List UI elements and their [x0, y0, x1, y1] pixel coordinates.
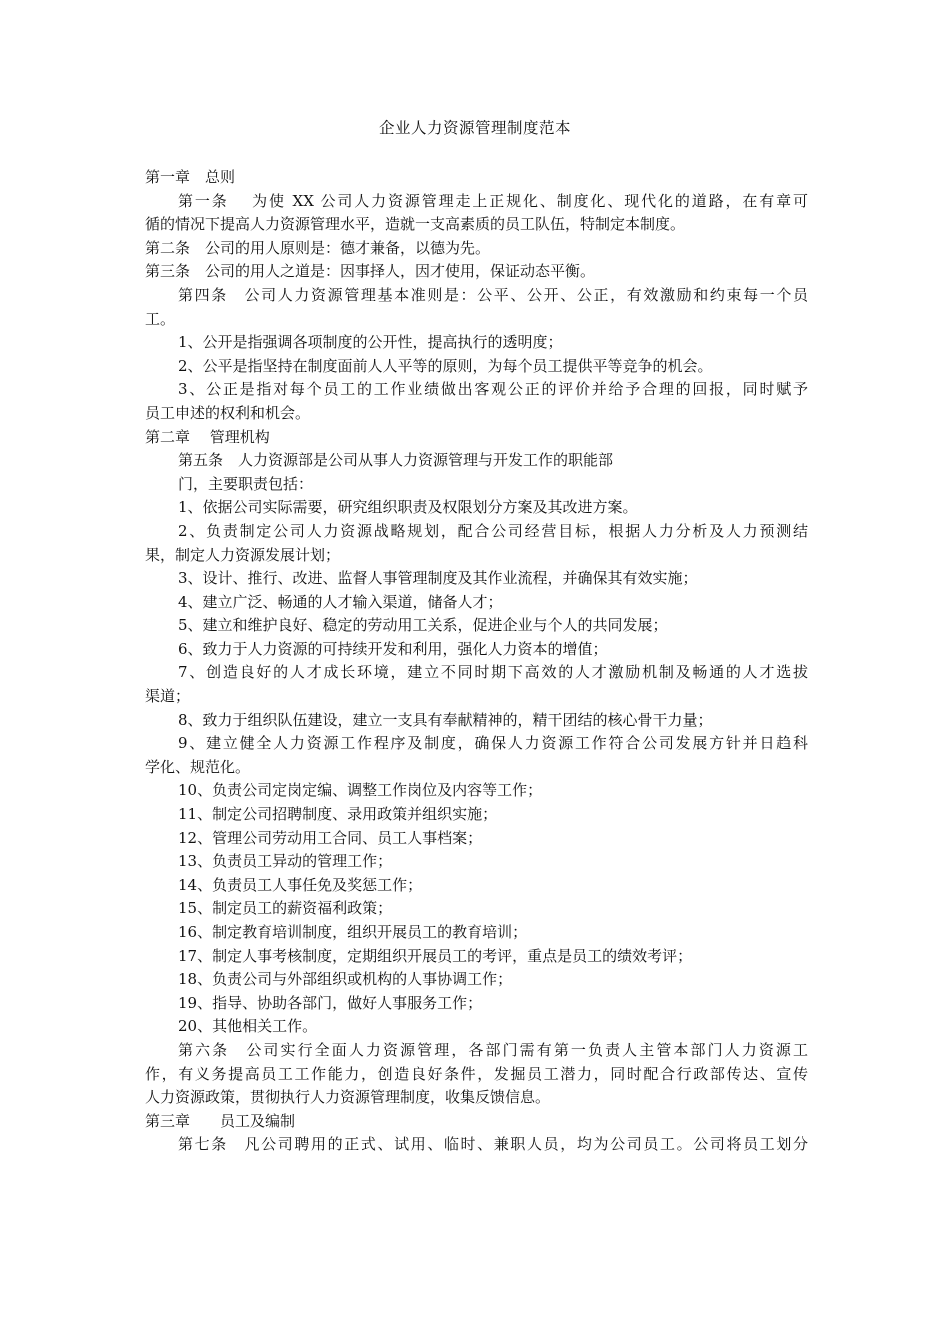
text-line: 学化、规范化。	[145, 757, 251, 776]
text-line: 第五条 人力资源部是公司从事人力资源管理与开发工作的职能部	[178, 451, 614, 470]
text-line: 工。	[145, 309, 176, 328]
text-line: 12、管理公司劳动用工合同、员工人事档案；	[178, 828, 483, 847]
text-line: 18、负责公司与外部组织或机构的人事协调工作；	[178, 970, 513, 989]
text-line: 13、负责员工异动的管理工作；	[178, 852, 393, 871]
document-title: 企业人力资源管理制度范本	[378, 119, 571, 137]
document-body	[145, 166, 808, 1157]
text-line: 3、设计、推行、改进、监督人事管理制度及其作业流程，并确保其有效实施；	[178, 569, 698, 588]
text-line: 2、负责制定公司人力资源战略规划，配合公司经营目标，根据人力分析及人力预测结	[178, 521, 808, 540]
text-line: 10、负责公司定岗定编、调整工作岗位及内容等工作；	[178, 781, 543, 800]
text-line: 第四条 公司人力资源管理基本准则是：公平、公开、公正，有效激励和约束每一个员	[178, 285, 808, 304]
text-line: 7、创造良好的人才成长环境，建立不同时期下高效的人才激励机制及畅通的人才选拔	[178, 663, 808, 682]
text-line: 第二章 管理机构	[145, 427, 270, 446]
text-line: 第三条 公司的用人之道是：因事择人，因才使用，保证动态平衡。	[145, 262, 596, 281]
text-line: 4、建立广泛、畅通的人才输入渠道，储备人才；	[178, 592, 503, 611]
text-line: 3、公正是指对每个员工的工作业绩做出客观公正的评价并给予合理的回报，同时赋予	[178, 380, 808, 399]
text-line: 20、其他相关工作。	[178, 1017, 318, 1036]
text-line: 1、公开是指强调各项制度的公开性，提高执行的透明度；	[178, 333, 563, 352]
text-line: 14、负责员工人事任免及奖惩工作；	[178, 875, 423, 894]
text-line: 第二条 公司的用人原则是：德才兼备，以德为先。	[145, 238, 491, 257]
text-line: 17、制定人事考核制度，定期组织开展员工的考评，重点是员工的绩效考评；	[178, 946, 693, 965]
text-line: 5、建立和维护良好、稳定的劳动用工关系，促进企业与个人的共同发展；	[178, 616, 668, 635]
text-line: 9、建立健全人力资源工作程序及制度，确保人力资源工作符合公司发展方针并日趋科	[178, 734, 808, 753]
text-line: 循的情况下提高人力资源管理水平，造就一支高素质的员工队伍，特制定本制度。	[145, 215, 686, 234]
text-line: 果，制定人力资源发展计划；	[145, 545, 341, 564]
text-line: 员工申述的权利和机会。	[145, 403, 311, 422]
text-line: 渠道；	[145, 687, 191, 706]
text-line: 门，主要职责包括：	[178, 474, 314, 493]
text-line: 2、公平是指坚持在制度面前人人平等的原则，为每个员工提供平等竞争的机会。	[178, 356, 713, 375]
text-line: 15、制定员工的薪资福利政策；	[178, 899, 393, 918]
text-line: 第六条 公司实行全面人力资源管理，各部门需有第一负责人主管本部门人力资源工	[178, 1040, 808, 1059]
text-line: 第七条 凡公司聘用的正式、试用、临时、兼职人员，均为公司员工。公司将员工划分	[178, 1135, 808, 1154]
text-line: 11、制定公司招聘制度、录用政策并组织实施；	[178, 805, 498, 824]
text-line: 1、依据公司实际需要，研究组织职责及权限划分方案及其改进方案。	[178, 498, 638, 517]
text-line: 6、致力于人力资源的可持续开发和利用，强化人力资本的增值；	[178, 639, 608, 658]
text-line: 人力资源政策，贯彻执行人力资源管理制度，收集反馈信息。	[145, 1088, 551, 1107]
text-line: 19、指导、协助各部门，做好人事服务工作；	[178, 993, 483, 1012]
text-line: 8、致力于组织队伍建设，建立一支具有奉献精神的，精干团结的核心骨干力量；	[178, 710, 713, 729]
text-line: 16、制定教育培训制度，组织开展员工的教育培训；	[178, 923, 528, 941]
text-line: 第三章 员工及编制	[145, 1111, 296, 1130]
text-line: 作，有义务提高员工工作能力，创造良好条件，发掘员工潜力，同时配合行政部传达、宣传	[145, 1064, 808, 1083]
text-line: 第一条 为使 XX 公司人力资源管理走上正规化、制度化、现代化的道路，在有章可	[178, 191, 808, 210]
text-line: 第一章 总则	[145, 168, 236, 186]
